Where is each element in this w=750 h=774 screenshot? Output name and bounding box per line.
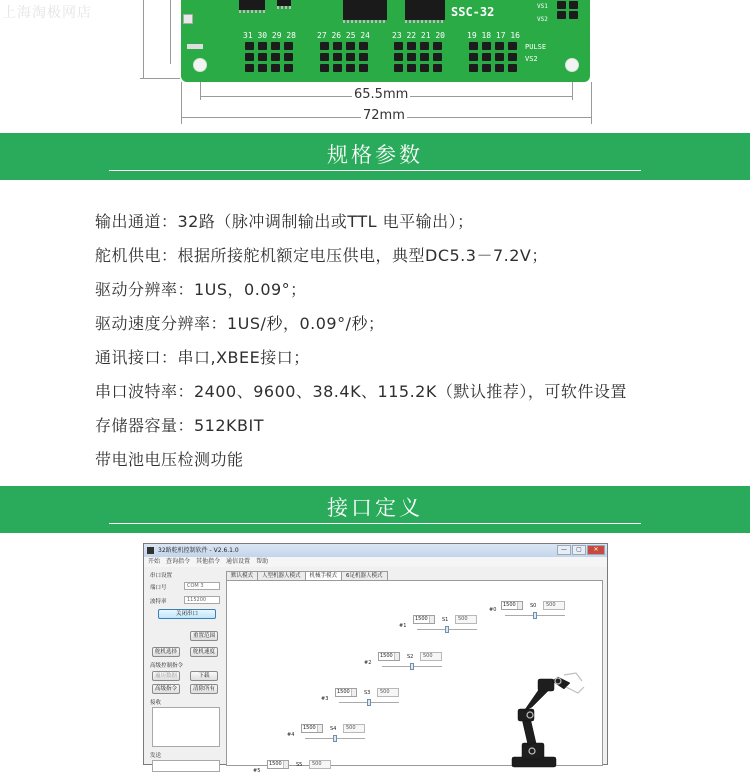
serial-group-label: 串口设置 bbox=[150, 573, 173, 579]
servo-header-27-24 bbox=[320, 42, 368, 72]
joint-label: #4 bbox=[287, 732, 295, 738]
channel-label-31-28: 31 30 29 28 bbox=[243, 31, 296, 40]
servo-slider[interactable] bbox=[339, 702, 399, 703]
send-textarea[interactable] bbox=[152, 760, 220, 772]
menu-other[interactable]: 其他指令 bbox=[196, 558, 221, 565]
tab-arm-mode[interactable]: 机械手模式 bbox=[305, 571, 343, 581]
servo-slider[interactable] bbox=[505, 615, 565, 616]
slider-thumb[interactable] bbox=[445, 626, 449, 633]
menu-help[interactable]: 帮助 bbox=[256, 558, 269, 565]
spec-memory: 存储器容量：512KBIT bbox=[95, 416, 265, 435]
servo-speed-button[interactable]: 舵机速度 bbox=[190, 647, 218, 657]
channel-label-27-24: 27 26 25 24 bbox=[317, 31, 370, 40]
adv-group-label: 高级控制指令 bbox=[150, 663, 184, 669]
joint-label: #2 bbox=[364, 660, 372, 666]
specs-banner bbox=[0, 133, 750, 180]
servo-name: S3 bbox=[364, 690, 371, 696]
spec-interface: 通讯接口：串口,XBEE接口； bbox=[95, 348, 310, 367]
traverse-data-button[interactable]: 遍历数据 bbox=[152, 671, 180, 681]
window-titlebar[interactable] bbox=[144, 544, 607, 557]
vs2-bottom-label: VS2 bbox=[525, 55, 538, 63]
arm-mode-canvas bbox=[226, 580, 603, 774]
servo-name: S5 bbox=[296, 762, 303, 768]
vs1-label: VS1 bbox=[537, 3, 548, 10]
servo-readout: 500 bbox=[420, 652, 442, 661]
joint-label: #3 bbox=[321, 696, 329, 702]
servo-pulse-spinbox[interactable]: 1500 bbox=[335, 688, 357, 697]
dim-inner-text: 65.5mm bbox=[354, 87, 409, 102]
chip-small bbox=[239, 0, 265, 10]
servo-name: S1 bbox=[442, 617, 449, 623]
joint-label: #5 bbox=[253, 768, 261, 774]
servo-pulse-spinbox[interactable]: 1500 bbox=[301, 724, 323, 733]
minimize-button[interactable]: — bbox=[557, 545, 571, 555]
servo-slider[interactable] bbox=[417, 629, 477, 630]
spec-battery-detect: 带电池电压检测功能 bbox=[95, 450, 244, 469]
channel-label-19-16: 19 18 17 16 bbox=[467, 31, 520, 40]
spec-output-channels: 输出通道：32路（脉冲调制输出或TTL 电平输出）； bbox=[95, 212, 474, 231]
board-drawing bbox=[0, 0, 750, 133]
servo-name: S0 bbox=[530, 603, 537, 609]
close-port-button[interactable]: 关闭串口 bbox=[158, 609, 216, 619]
servo-pulse-spinbox[interactable]: 1500 bbox=[378, 652, 400, 661]
tab-hexapod-mode[interactable]: 6足机器人模式 bbox=[341, 571, 388, 581]
dim-inner-left-tick bbox=[200, 82, 201, 100]
maximize-button[interactable]: ▢ bbox=[572, 545, 586, 555]
receive-textarea[interactable] bbox=[152, 707, 220, 747]
clear-all-button[interactable]: 清除所有 bbox=[190, 684, 218, 694]
servo-readout: 500 bbox=[309, 760, 331, 769]
dim-inner-right-tick bbox=[572, 82, 573, 100]
dim-outer-right-tick bbox=[591, 82, 592, 124]
menu-query[interactable]: 查询指令 bbox=[166, 558, 191, 565]
dim-left-inner-line bbox=[170, 0, 171, 64]
servo-readout: 500 bbox=[377, 688, 399, 697]
servo-name: S2 bbox=[407, 654, 414, 660]
servo-name: S4 bbox=[330, 726, 337, 732]
joint-label: #1 bbox=[399, 623, 407, 629]
interface-title-underline bbox=[109, 523, 641, 524]
window-title: 32路舵机控制软件 - V2.6.1.0 bbox=[158, 547, 239, 554]
servo-pulse-spinbox[interactable]: 1500 bbox=[267, 760, 289, 769]
port-label: 端口号 bbox=[150, 585, 167, 591]
baud-select[interactable]: 115200 bbox=[184, 596, 220, 604]
dim-left-outer-line bbox=[143, 0, 144, 78]
servo-pulse-spinbox[interactable]: 1500 bbox=[413, 615, 435, 624]
slider-thumb[interactable] bbox=[533, 612, 537, 619]
spec-baud-rate: 串口波特率：2400、9600、38.4K、115.2K（默认推荐），可软件设置 bbox=[95, 382, 627, 401]
servo-readout: 500 bbox=[455, 615, 477, 624]
app-icon bbox=[147, 547, 154, 554]
menu-start[interactable]: 开始 bbox=[148, 558, 161, 565]
chip-driver-1 bbox=[343, 0, 387, 20]
menu-comm[interactable]: 通信设置 bbox=[226, 558, 251, 565]
power-pins bbox=[557, 1, 578, 19]
send-label: 发送 bbox=[150, 753, 162, 759]
interface-title: 接口定义 bbox=[327, 496, 423, 520]
servo-control-window bbox=[143, 543, 608, 774]
mount-hole-left bbox=[193, 58, 207, 72]
baud-label: 波特率 bbox=[150, 599, 167, 605]
slider-thumb[interactable] bbox=[333, 735, 337, 742]
smd-component bbox=[187, 44, 203, 49]
close-button[interactable]: ✕ bbox=[587, 545, 605, 555]
channel-label-23-20: 23 22 21 20 bbox=[392, 31, 445, 40]
servo-header-23-20 bbox=[394, 42, 442, 72]
spec-resolution: 驱动分辨率：1US，0.09°； bbox=[95, 280, 307, 299]
port-select[interactable]: COM 3 bbox=[184, 582, 220, 590]
reset-range-button[interactable]: 重置范围 bbox=[190, 631, 218, 641]
watermark-text: 上海淘极网店 bbox=[2, 5, 92, 21]
usb-connector bbox=[183, 14, 193, 24]
servo-header-19-16 bbox=[469, 42, 517, 72]
chip-driver-2 bbox=[405, 0, 445, 20]
left-control-panel bbox=[150, 571, 225, 766]
robot-arm-image bbox=[472, 671, 592, 767]
pulse-label: PULSE bbox=[525, 43, 547, 51]
servo-pulse-spinbox[interactable]: 1500 bbox=[501, 601, 523, 610]
ssc32-board bbox=[181, 0, 590, 82]
chip-tiny bbox=[277, 0, 291, 6]
tab-humanoid-mode[interactable]: 人型机器人模式 bbox=[257, 571, 306, 581]
servo-select-button[interactable]: 舵机选择 bbox=[152, 647, 180, 657]
servo-readout: 500 bbox=[343, 724, 365, 733]
servo-slider[interactable] bbox=[382, 666, 442, 667]
interface-banner bbox=[0, 486, 750, 533]
servo-readout: 500 bbox=[543, 601, 565, 610]
download-button[interactable]: 下载 bbox=[190, 671, 218, 681]
receive-label: 接收 bbox=[150, 700, 162, 706]
slider-thumb[interactable] bbox=[410, 663, 414, 670]
tab-default-mode[interactable]: 默认模式 bbox=[226, 571, 258, 581]
spec-servo-power: 舵机供电：根据所接舵机额定电压供电，典型DC5.3－7.2V； bbox=[95, 246, 548, 265]
joint-label: #0 bbox=[489, 607, 497, 613]
specs-title-underline bbox=[109, 170, 641, 171]
advanced-command-button[interactable]: 高级指令 bbox=[152, 684, 180, 694]
spec-speed-resolution: 驱动速度分辨率：1US/秒，0.09°/秒； bbox=[95, 314, 385, 333]
menu-bar bbox=[144, 557, 607, 567]
board-model-label: SSC-32 bbox=[451, 5, 495, 19]
specs-list bbox=[95, 205, 735, 477]
dim-outer-text: 72mm bbox=[363, 108, 405, 123]
servo-slider[interactable] bbox=[305, 738, 365, 739]
specs-title: 规格参数 bbox=[327, 143, 423, 167]
servo-header-31-28 bbox=[245, 42, 293, 72]
dim-left-tick bbox=[140, 78, 180, 79]
slider-thumb[interactable] bbox=[367, 699, 371, 706]
vs2-label: VS2 bbox=[537, 16, 548, 23]
mount-hole-right bbox=[565, 58, 579, 72]
